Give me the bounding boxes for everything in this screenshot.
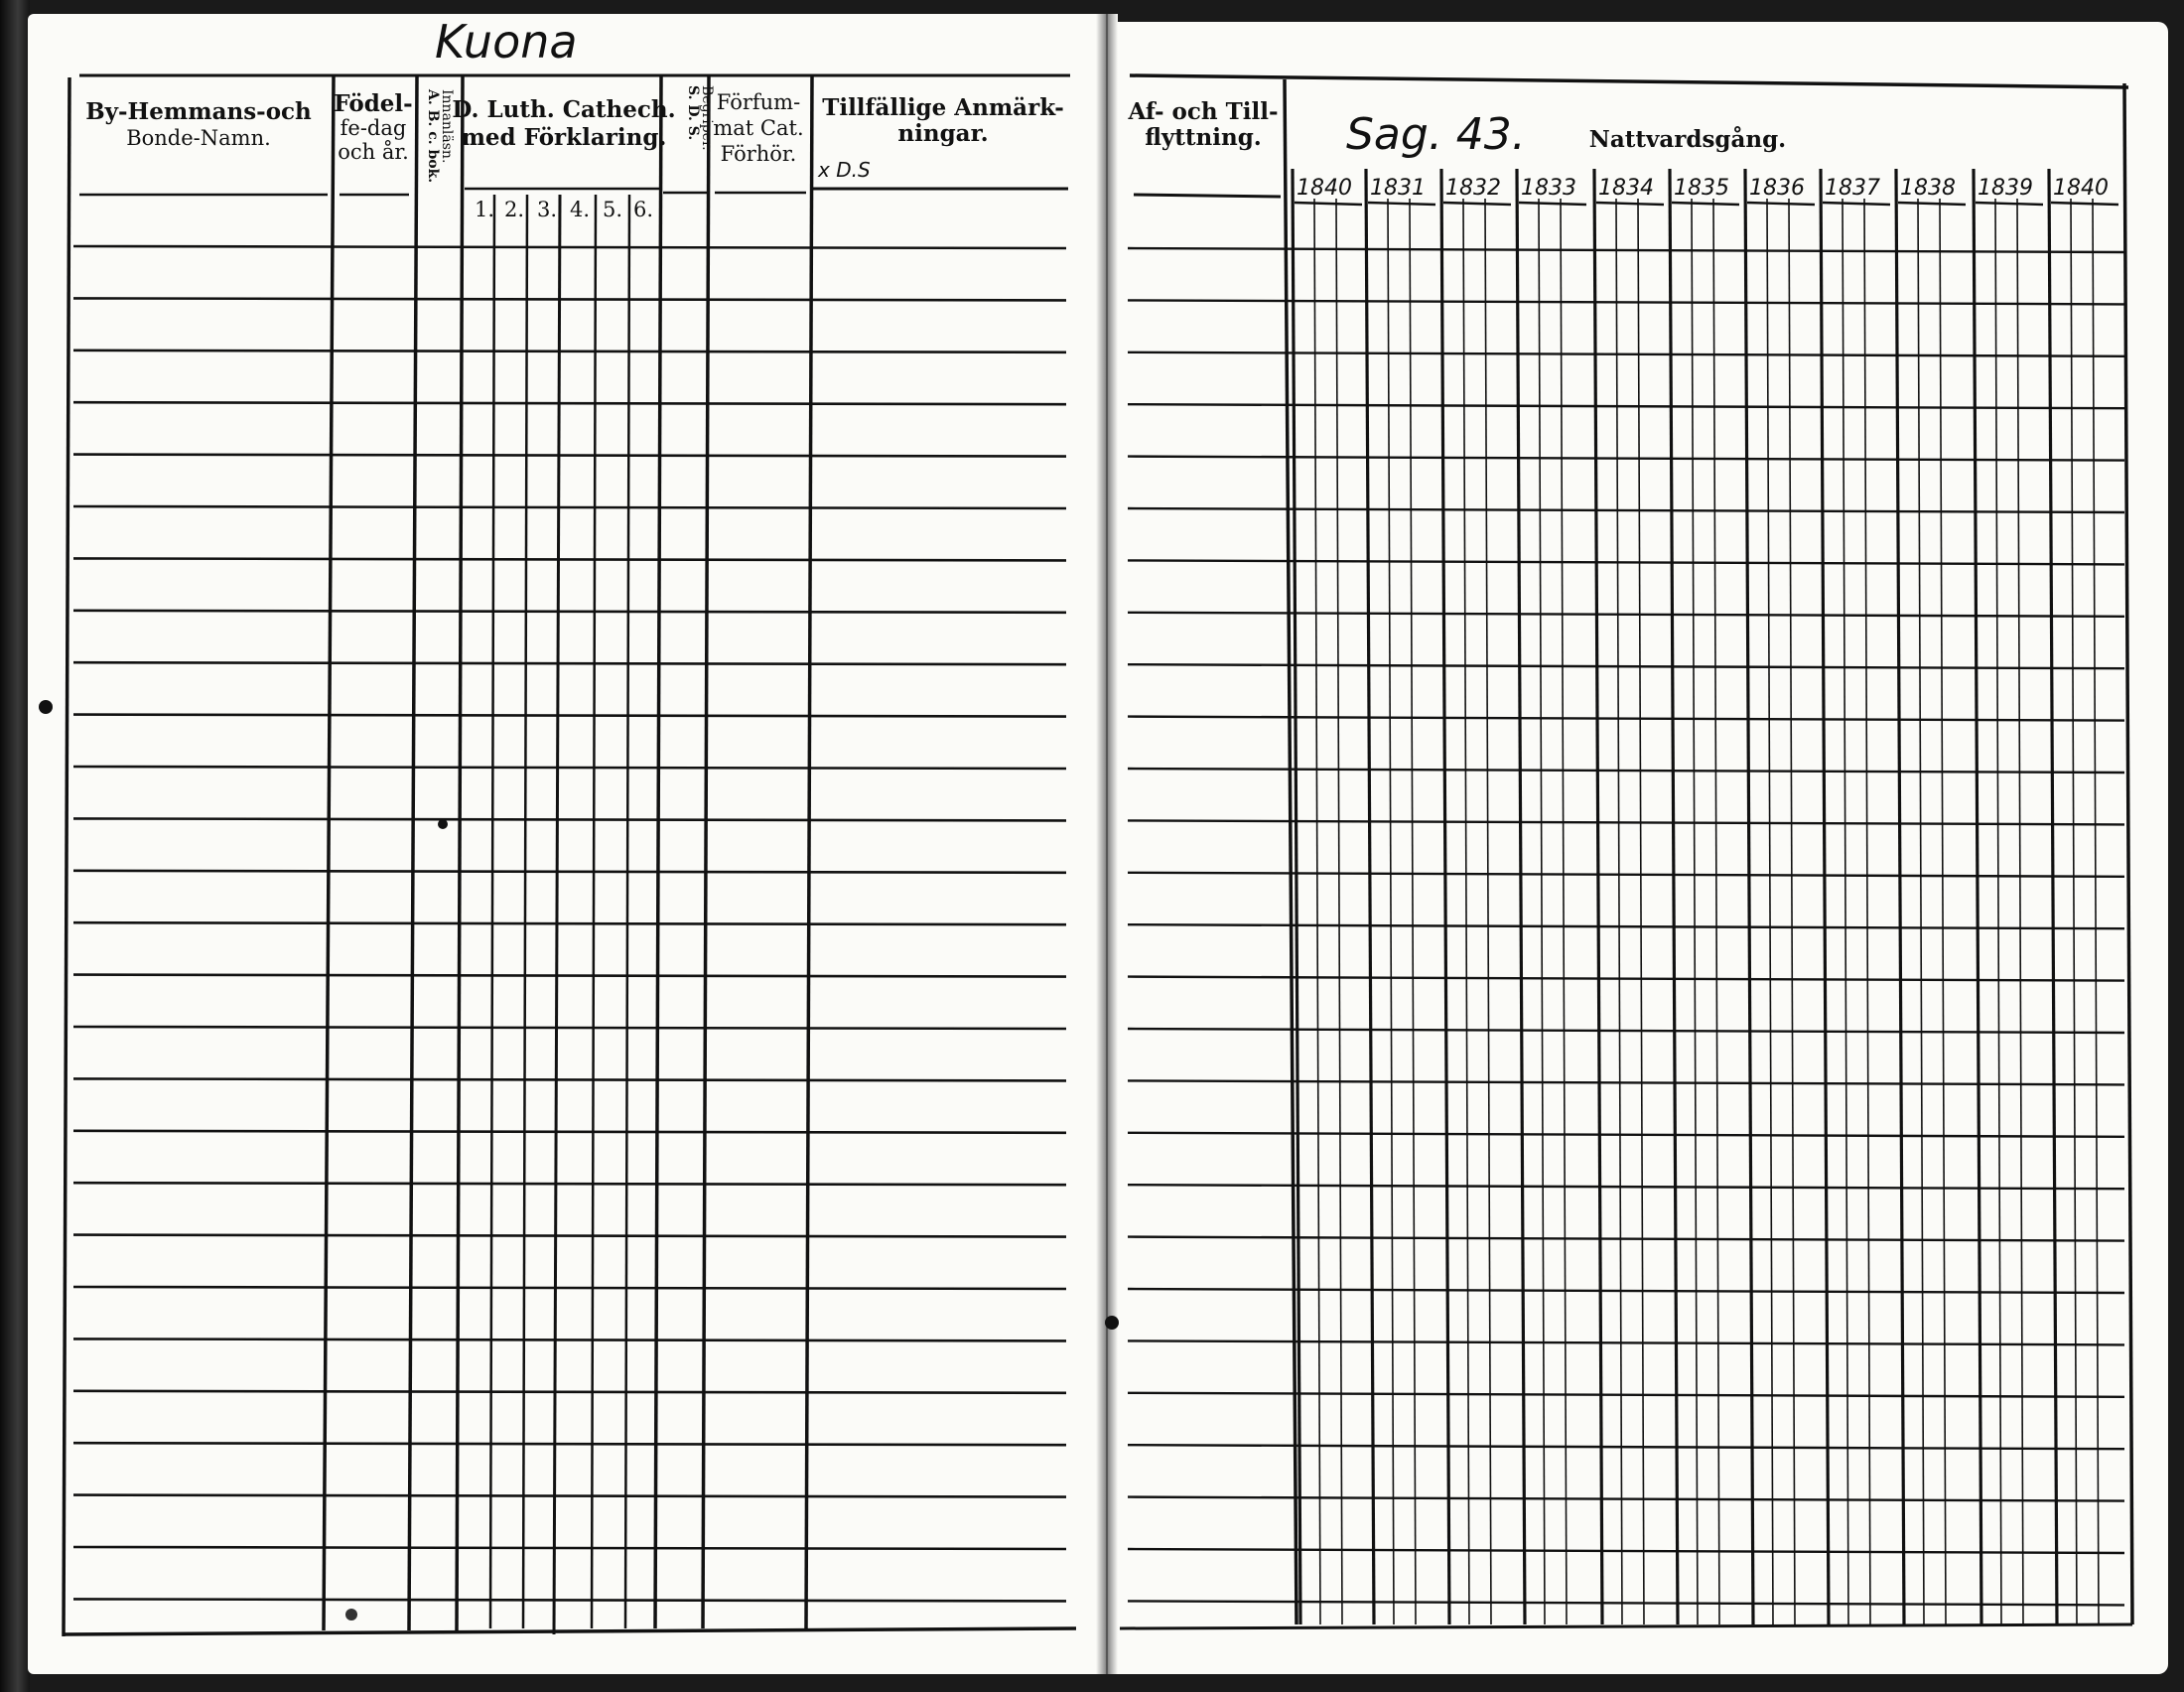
year-subcolumn-rule	[2017, 199, 2023, 1624]
right-row-line	[1128, 820, 2124, 824]
left-row-line	[73, 1183, 1066, 1185]
year-subcolumn-rule	[1539, 199, 1545, 1624]
header-sds-line1: S. D. S.	[685, 85, 701, 141]
left-row-line	[73, 1391, 1066, 1393]
right-row-line	[1128, 1133, 2124, 1137]
year-label: 1834	[1598, 176, 1654, 201]
year-label: 1837	[1825, 176, 1880, 201]
year-subcolumn-rule	[1767, 199, 1773, 1624]
year-underline	[1747, 203, 1815, 205]
header-abc-line1: A. B. c. bok.	[425, 89, 441, 184]
left-row-line	[73, 1131, 1066, 1133]
year-column-rule	[2049, 169, 2057, 1624]
year-label: 1832	[1445, 176, 1501, 201]
header-farm-name-line1: By-Hemmans-och	[85, 98, 312, 125]
year-subcolumn-rule	[1485, 199, 1491, 1624]
year-subcolumn-rule	[1388, 199, 1394, 1624]
year-subcolumn-rule	[1713, 199, 1719, 1624]
right-row-line	[1128, 769, 2124, 773]
year-label: 1836	[1749, 176, 1805, 201]
right-row-line	[1128, 1289, 2124, 1293]
header-missed-line1: Förfum-	[716, 90, 801, 114]
year-subcolumn-rule	[1314, 199, 1320, 1624]
year-subcolumn-rule	[1410, 199, 1416, 1624]
header-sds-line2: Begriper.	[699, 85, 715, 151]
year-column-rule	[1974, 169, 1981, 1624]
right-edge-rule	[2124, 83, 2132, 1624]
year-label: 1838	[1900, 176, 1956, 201]
year-subcolumn-rule	[1918, 199, 1924, 1624]
year-label: 1833	[1521, 176, 1576, 201]
binding-hole-right	[1105, 1316, 1119, 1330]
right-row-line	[1128, 1601, 2124, 1605]
year-column-rule	[1670, 169, 1678, 1624]
header-missed-line3: Förhör.	[720, 142, 797, 166]
catechism-number-2: 2.	[503, 198, 525, 221]
right-row-line	[1128, 1237, 2124, 1241]
year-subcolumn-rule	[1940, 199, 1946, 1624]
left-row-line	[73, 922, 1066, 924]
left-row-line	[73, 611, 1066, 613]
year-underline	[2051, 203, 2118, 205]
left-row-line	[73, 1078, 1066, 1080]
year-subcolumn-rule	[1638, 199, 1644, 1624]
handwritten-page-title: Kuona	[435, 15, 578, 69]
year-underline	[1596, 203, 1664, 205]
year-column-rule	[1366, 169, 1374, 1624]
left-row-line	[73, 1495, 1066, 1497]
header-catechism-line2: med Förklaring.	[461, 124, 667, 151]
year-label: 1840	[1297, 176, 1352, 201]
header-birth-line2: fe-dag	[340, 116, 407, 140]
left-column-rules	[64, 75, 812, 1636]
right-row-line	[1128, 1549, 2124, 1553]
right-row-line	[1128, 1185, 2124, 1189]
right-row-line	[1128, 873, 2124, 877]
left-row-line	[73, 767, 1066, 769]
left-row-line	[73, 1443, 1066, 1445]
year-label: 1835	[1674, 176, 1729, 201]
year-subcolumn-rule	[1561, 199, 1567, 1624]
catechism-number-1: 1.	[474, 198, 495, 221]
left-row-line	[73, 1027, 1066, 1029]
catechism-number-3: 3.	[536, 198, 558, 221]
header-moving-line1: Af- och Till-	[1128, 98, 1279, 125]
year-underline	[1443, 203, 1511, 205]
paper-stain	[345, 1609, 357, 1621]
left-row-line	[73, 298, 1066, 300]
left-row-line	[73, 1287, 1066, 1289]
header-missed-line2: mat Cat.	[713, 116, 804, 140]
year-underline	[1976, 203, 2043, 205]
right-row-line	[1128, 1340, 2124, 1344]
left-row-line	[73, 818, 1066, 820]
right-row-line	[1128, 977, 2124, 981]
year-column-rule	[1517, 169, 1525, 1624]
year-column-rule	[1745, 169, 1753, 1624]
header-farm-name-line2: Bonde-Namn.	[126, 126, 271, 150]
year-underline	[1672, 203, 1739, 205]
header-catechism-line1: D. Luth. Cathech.	[452, 96, 676, 123]
header-remarks-line1: Tillfällige Anmärk-	[822, 94, 1064, 121]
right-row-line	[1128, 1393, 2124, 1397]
header-communion: Nattvardsgång.	[1588, 126, 1787, 153]
year-column-rule	[1896, 169, 1904, 1624]
binding-hole-left	[39, 700, 53, 714]
year-subcolumn-rule	[1463, 199, 1469, 1624]
right-row-line	[1128, 1497, 2124, 1501]
year-label: 1840	[2053, 176, 2109, 201]
year-underline	[1368, 203, 1435, 205]
year-label: 1831	[1370, 176, 1426, 201]
right-row-line	[1128, 924, 2124, 928]
year-column-rule	[1821, 169, 1829, 1624]
left-row-rules	[73, 246, 1066, 1601]
right-column-rules	[1285, 79, 2132, 1624]
year-column-rule	[1441, 169, 1449, 1624]
header-moving-line2: flyttning.	[1145, 124, 1262, 151]
header-birth-line1: Födel-	[334, 90, 413, 117]
year-underline	[1898, 203, 1966, 205]
year-subcolumn-rule	[2071, 199, 2077, 1624]
year-subcolumn-rule	[1995, 199, 2001, 1624]
left-row-line	[73, 715, 1066, 717]
catechism-number-4: 4.	[569, 198, 591, 221]
left-row-line	[73, 975, 1066, 977]
left-row-line	[73, 1339, 1066, 1340]
right-row-line	[1128, 717, 2124, 721]
left-row-line	[73, 455, 1066, 457]
year-column-rule	[1594, 169, 1602, 1624]
left-row-line	[73, 871, 1066, 873]
year-label: 1839	[1978, 176, 2033, 201]
year-subcolumn-rule	[1864, 199, 1870, 1624]
catechism-number-5: 5.	[602, 198, 623, 221]
left-row-line	[73, 1599, 1066, 1601]
year-subcolumn-rule	[1789, 199, 1795, 1624]
year-subcolumn-rule	[1616, 199, 1622, 1624]
left-row-line	[73, 558, 1066, 560]
left-row-line	[73, 1235, 1066, 1237]
left-row-line	[73, 351, 1066, 352]
handwritten-remark-note: x D.S	[818, 158, 871, 182]
left-row-line	[73, 1547, 1066, 1549]
header-remarks-line2: ningar.	[897, 120, 989, 147]
left-row-line	[73, 506, 1066, 508]
year-subcolumn-rule	[1843, 199, 1848, 1624]
ink-dot	[438, 819, 448, 829]
year-underline	[1295, 203, 1362, 205]
left-row-line	[73, 662, 1066, 664]
handwritten-communion-note: Sag. 43.	[1346, 109, 1526, 160]
right-row-line	[1128, 1029, 2124, 1033]
header-birth-line3: och år.	[338, 140, 409, 164]
year-subcolumn-rule	[1336, 199, 1342, 1624]
year-subcolumn-rule	[2093, 199, 2099, 1624]
year-subcolumn-rule	[1692, 199, 1698, 1624]
year-labels	[1297, 176, 2109, 201]
year-underline	[1519, 203, 1586, 205]
right-row-line	[1128, 1445, 2124, 1449]
left-row-line	[73, 246, 1066, 248]
header-abc-line2: Innanläsn.	[439, 89, 455, 164]
year-underline	[1823, 203, 1890, 205]
right-row-line	[1128, 1080, 2124, 1084]
catechism-number-6: 6.	[632, 198, 654, 221]
left-row-line	[73, 402, 1066, 404]
